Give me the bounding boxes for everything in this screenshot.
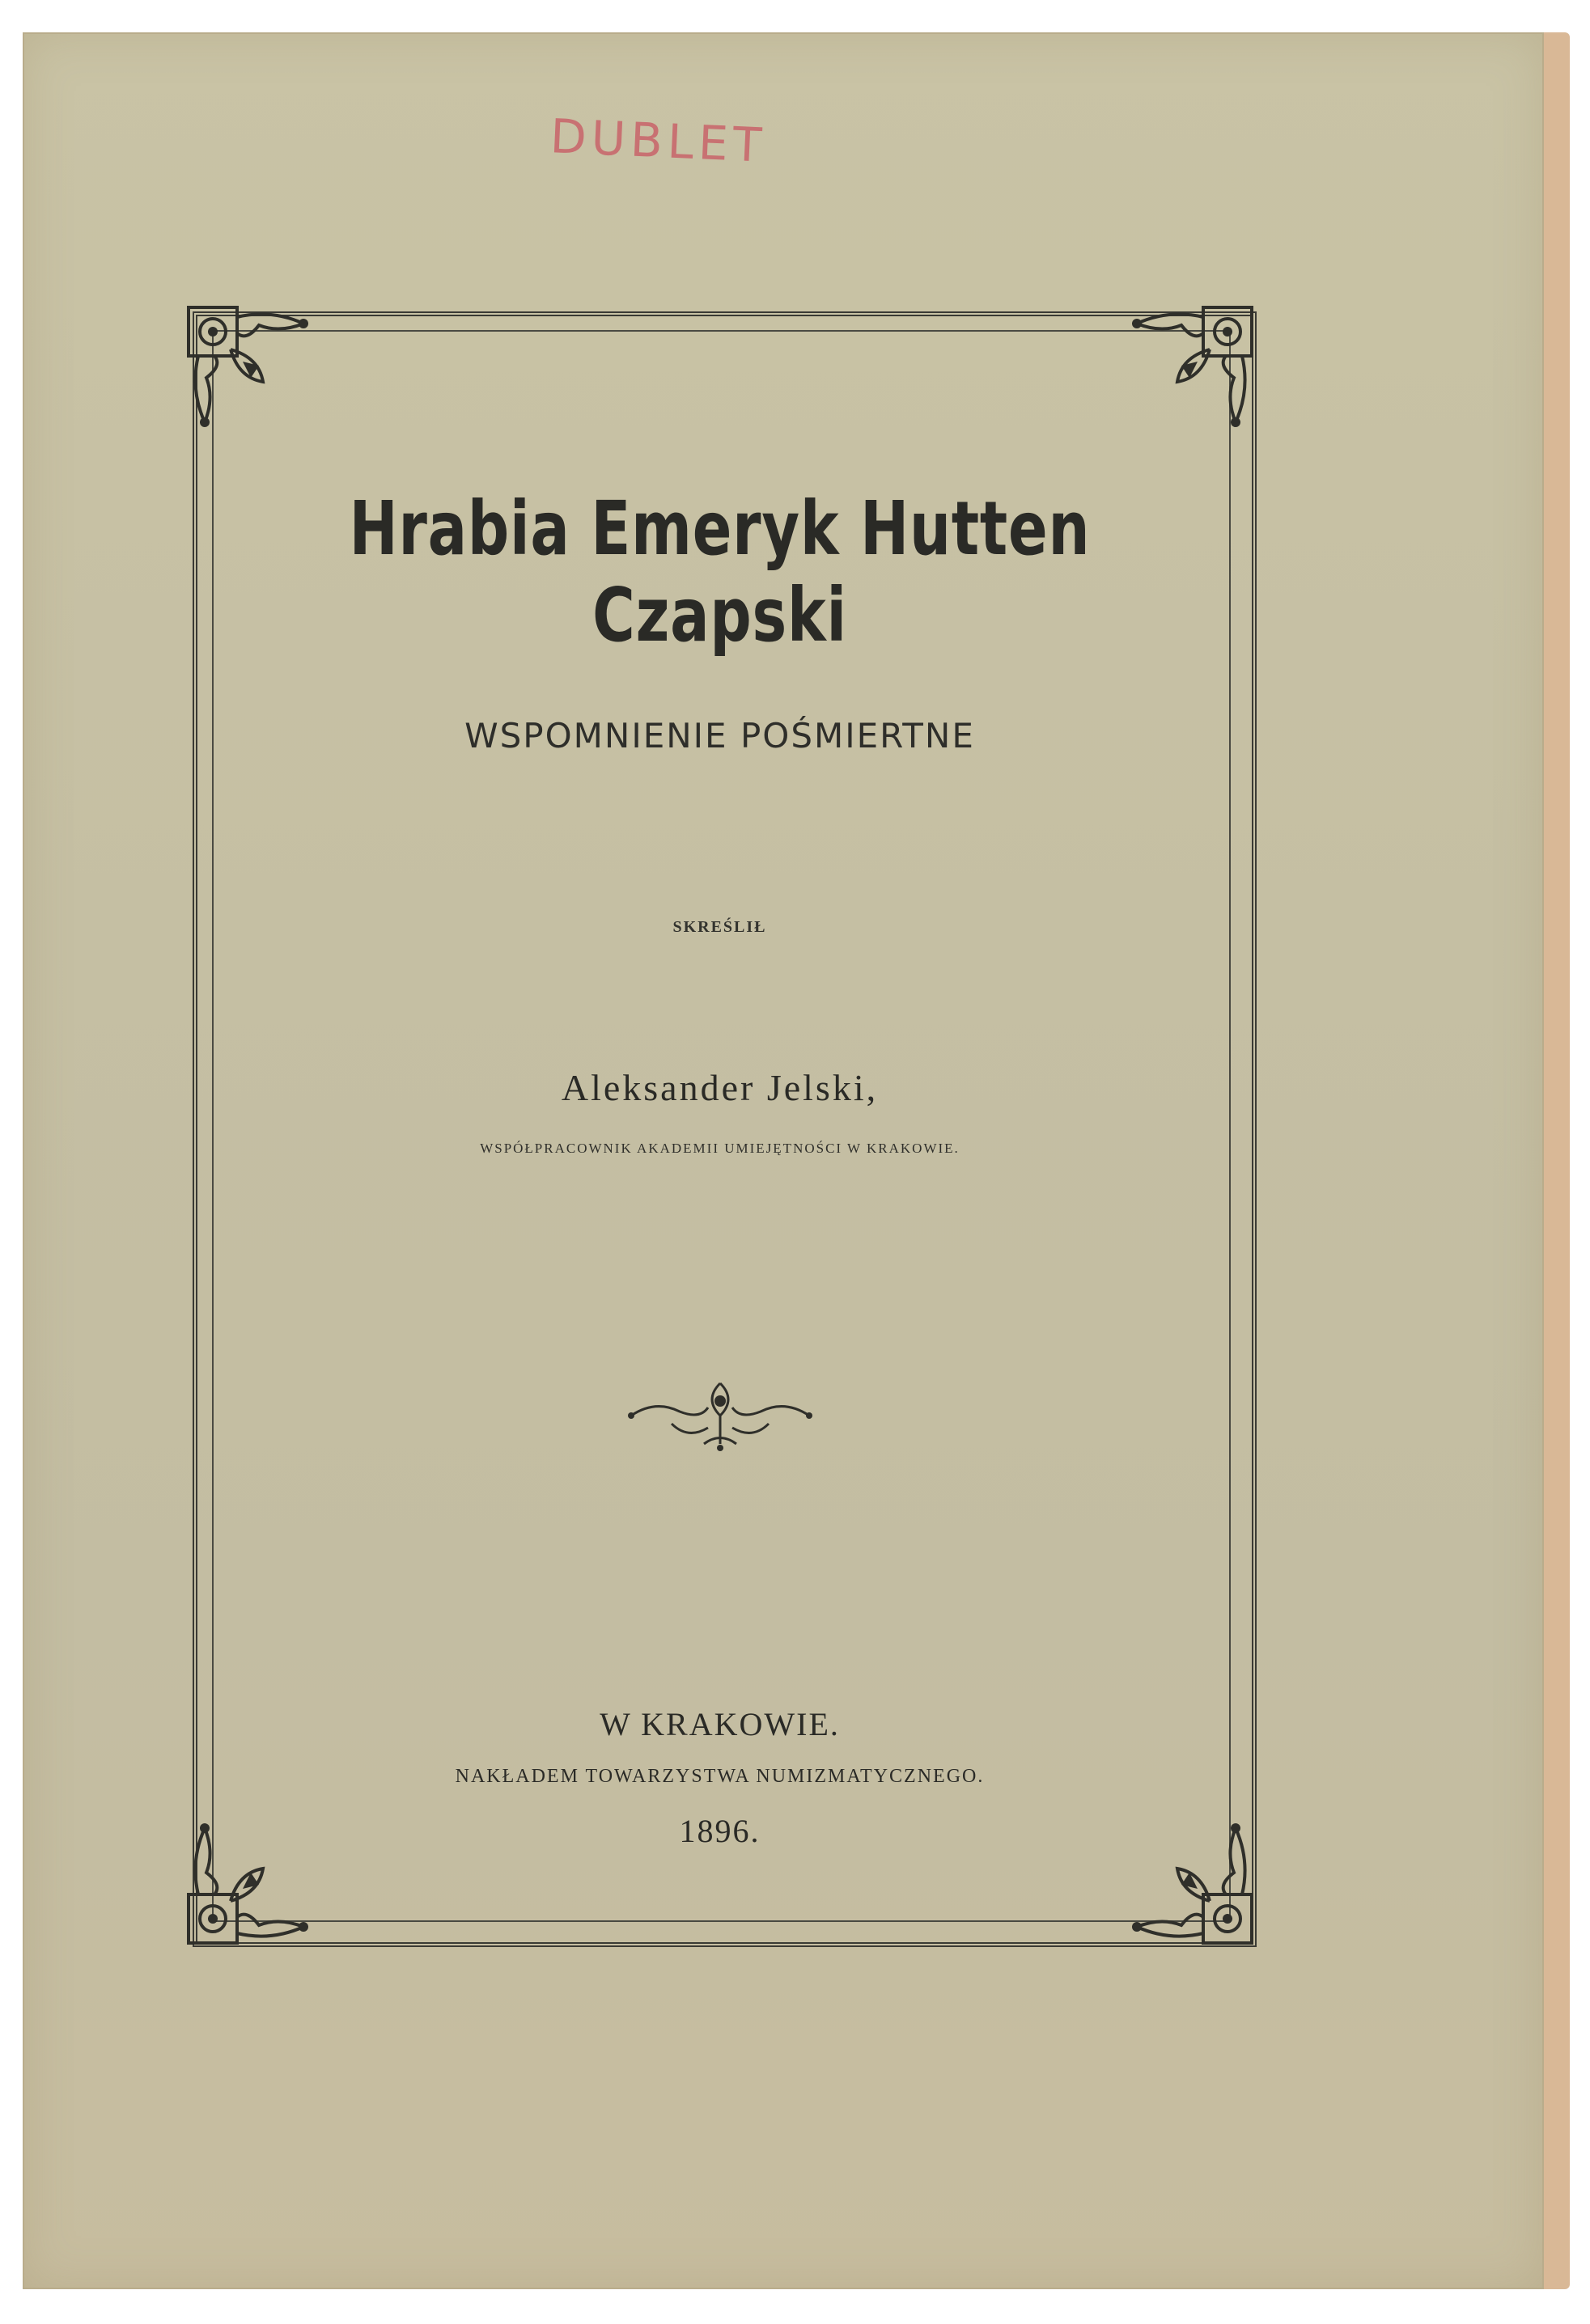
credit-label: SKREŚLIŁ xyxy=(672,918,767,936)
floral-vignette-icon xyxy=(623,1367,817,1456)
corner-ornament-icon xyxy=(182,301,328,447)
author-name: Aleksander Jelski, xyxy=(561,1067,879,1108)
author-affiliation: WSPÓŁPRACOWNIK AKADEMII UMIEJĘTNOŚCI W KRAKOWIE. xyxy=(480,1141,960,1156)
dublet-stamp: DUBLET xyxy=(549,108,768,173)
imprint-publisher: NAKŁADEM TOWARZYSTWA NUMIZMATYCZNEGO. xyxy=(455,1766,985,1787)
imprint-city: W KRAKOWIE. xyxy=(600,1706,840,1742)
imprint-year: 1896. xyxy=(679,1813,761,1849)
book-title: Hrabia Emeryk Hutten Czapski xyxy=(349,485,1091,658)
corner-ornament-icon xyxy=(1113,301,1258,447)
book-subtitle: WSPOMNIENIE POŚMIERTNE xyxy=(464,716,975,756)
